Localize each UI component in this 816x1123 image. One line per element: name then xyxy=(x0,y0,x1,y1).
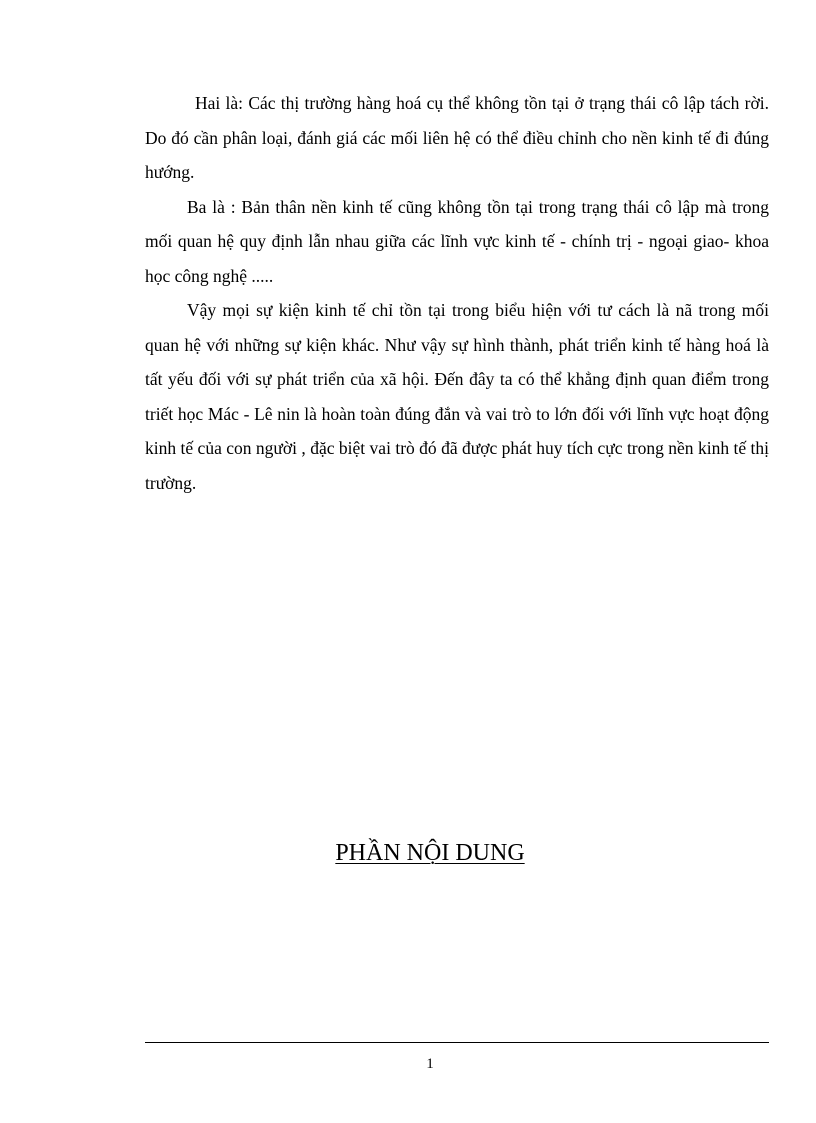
paragraph-ba-la: Ba là : Bản thân nền kinh tế cũng không tồn tại trong trạng thái cô lập mà trong mối quan hệ quy định lẫn nhau giữa các lĩnh vực kinh tế - chính trị - ngoại giao- khoa học công nghệ ..... xyxy=(145,196,769,286)
paragraph-vay-moi: Vậy mọi sự kiện kinh tế chỉ tồn tại trong biểu hiện với tư cách là nã trong mối quan hệ với những sự kiện khác. Như vậy sự hình thành, phát triển kinh tế hàng hoá là tất yếu đối với sự phát triển của xã hội. Đến đây ta có thể khẳng định quan điểm trong triết học Mác - Lê nin là hoàn toàn đúng đắn và vai trò to lớn đối với lĩnh vực hoạt động kinh tế của con người , đặc biệt vai trò đó đã được phát huy tích cực trong nền kinh tế thị trường. xyxy=(145,300,769,493)
paragraph-hai-la: Hai là: Các thị trường hàng hoá cụ thể không tồn tại ở trạng thái cô lập tách rời. Do đó cần phân loại, đánh giá các mối liên hệ có thể điều chỉnh cho nền kinh tế đi đúng hướng. xyxy=(145,93,769,182)
page-number: 1 xyxy=(426,1056,434,1072)
footer-divider xyxy=(145,1042,769,1043)
body-text xyxy=(145,86,769,500)
section-heading: PHẦN NỘI DUNG xyxy=(335,840,525,866)
